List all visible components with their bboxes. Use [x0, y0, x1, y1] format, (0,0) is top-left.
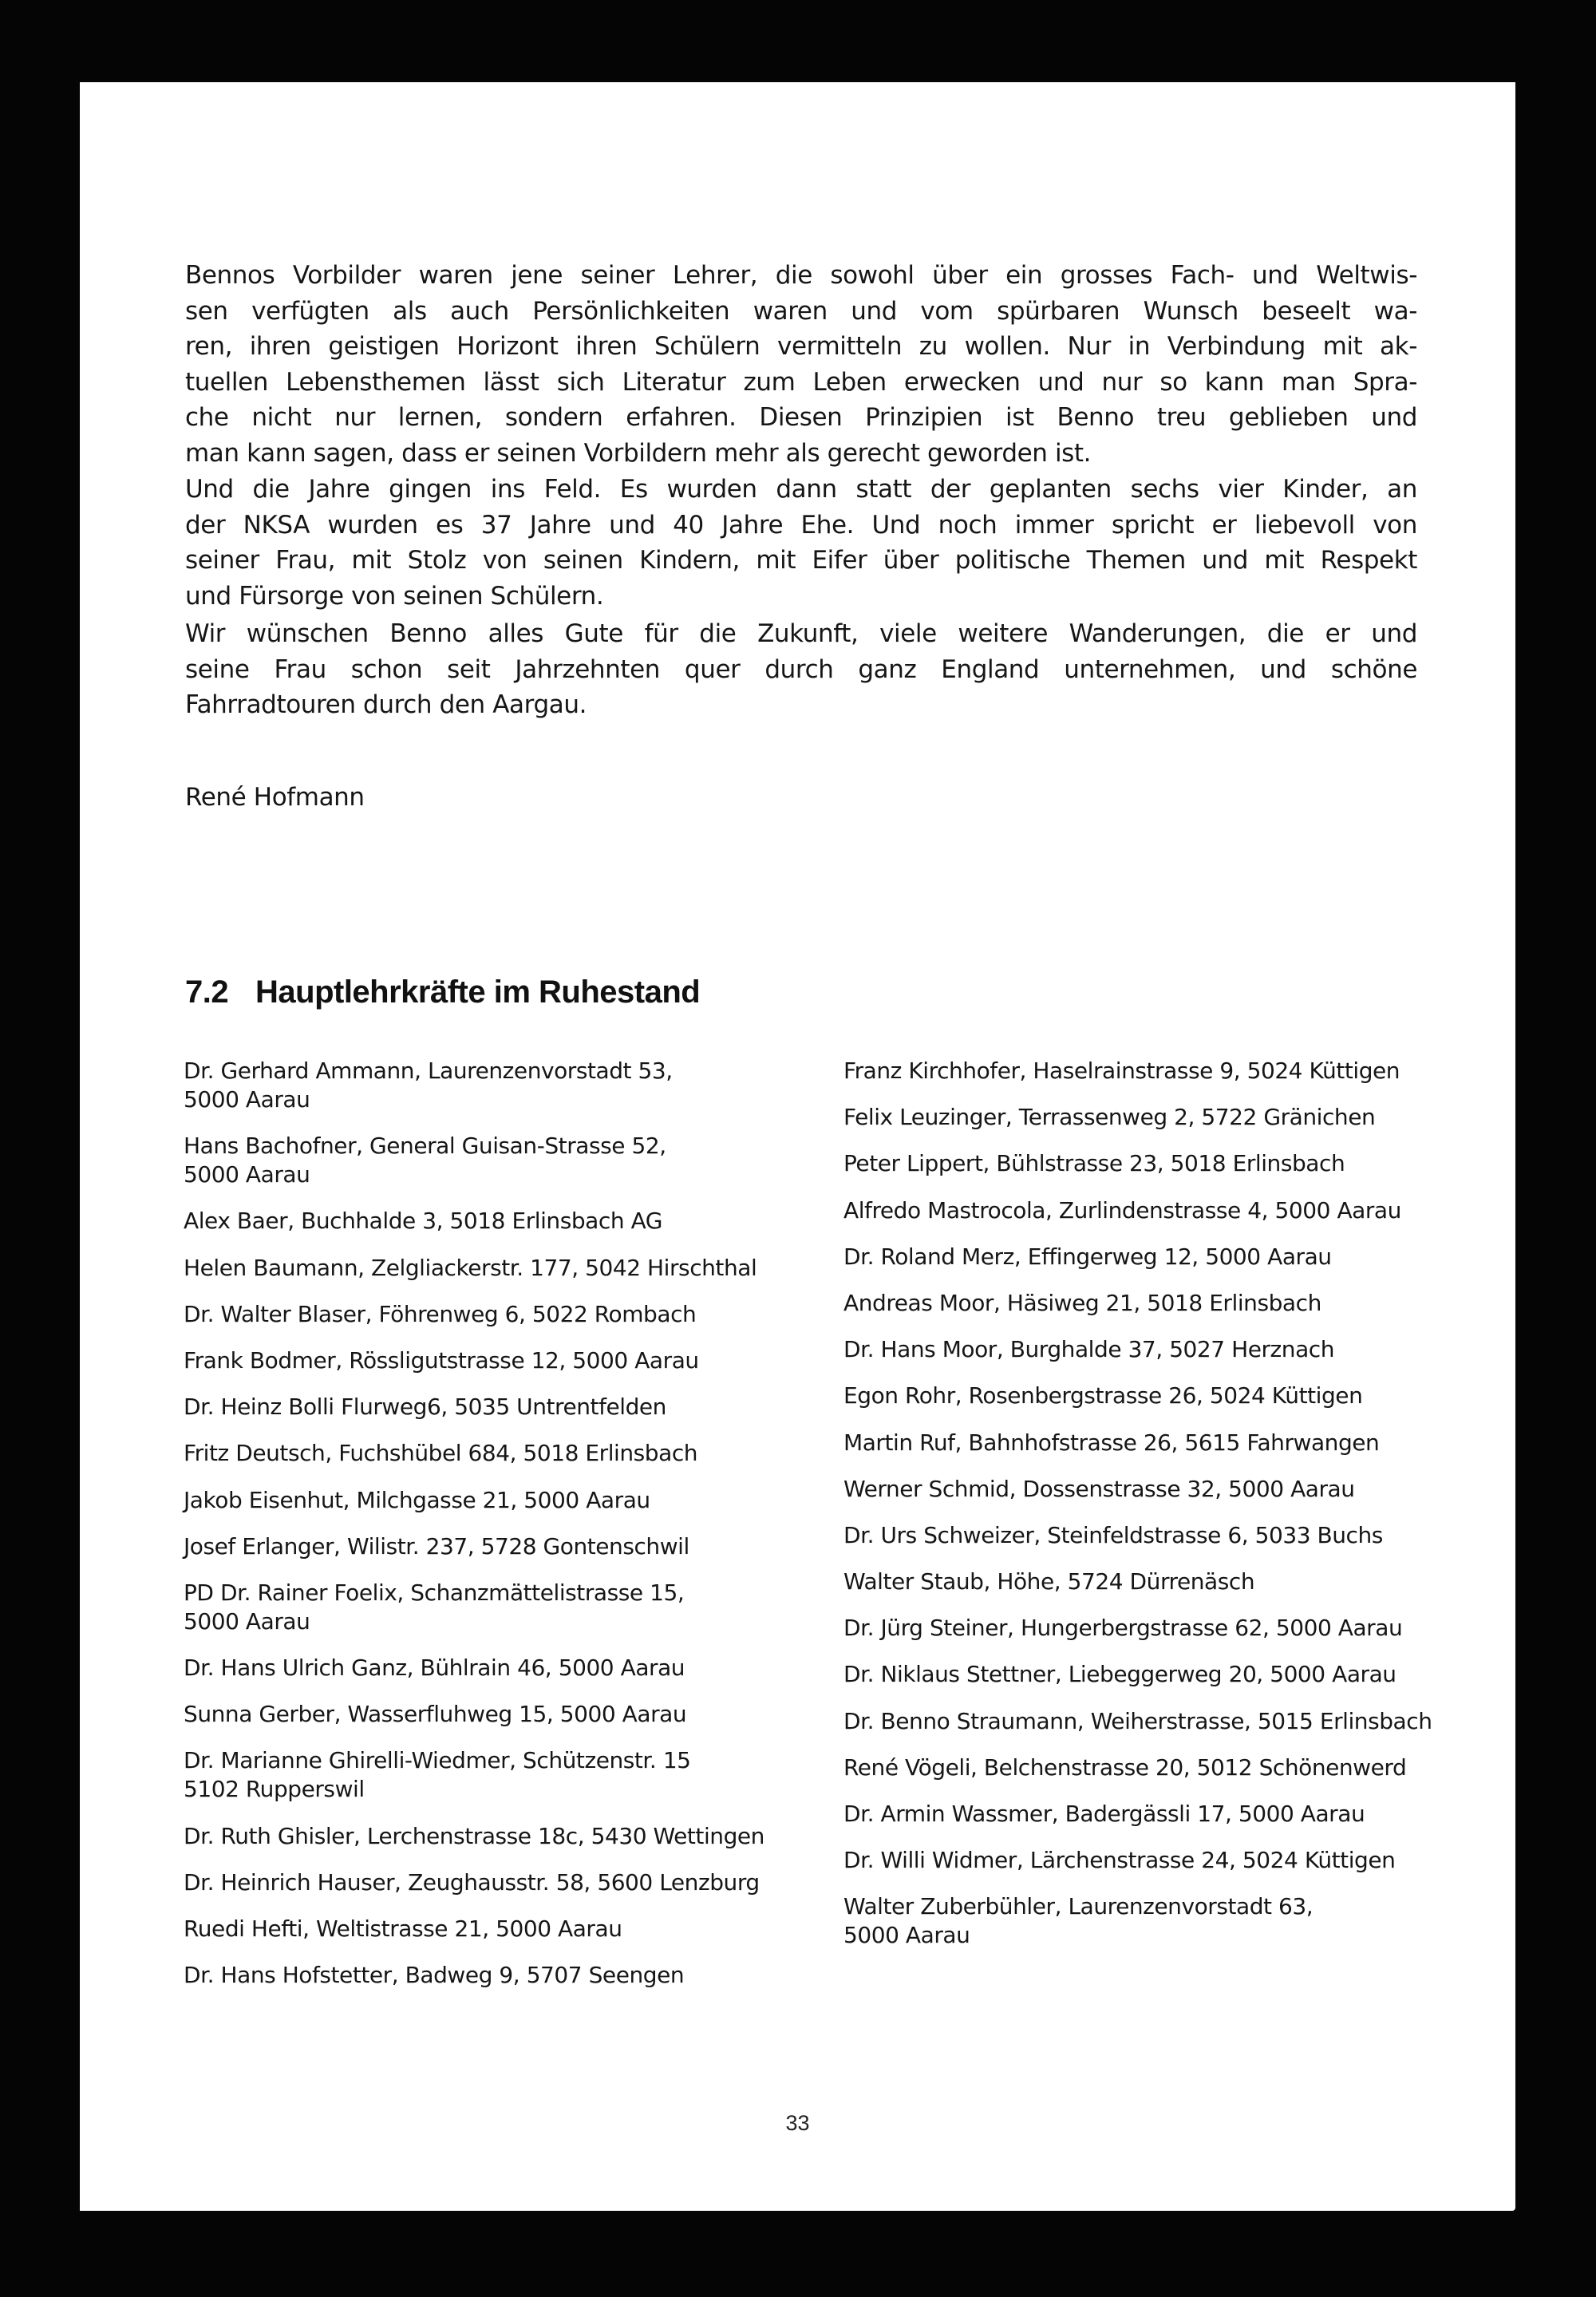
paragraph-line: und Fürsorge von seinen Schülern.	[185, 581, 604, 611]
teacher-address-entry	[184, 1579, 838, 1636]
teacher-address-line: Dr. Armin Wassmer, Badergässli 17, 5000 Aarau	[843, 1801, 1365, 1827]
teacher-address-line: René Vögeli, Belchenstrasse 20, 5012 Schönenwerd	[843, 1753, 1407, 1781]
teacher-address-line: Dr. Roland Merz, Effingerweg 12, 5000 Aarau	[843, 1243, 1332, 1270]
teacher-address-entry	[184, 1207, 838, 1235]
teacher-address-line: 5000 Aarau	[184, 1607, 310, 1635]
teacher-address-entry	[843, 1429, 1506, 1457]
teacher-address-line: Dr. Jürg Steiner, Hungerbergstrasse 62, 5000 Aarau	[843, 1615, 1403, 1642]
teacher-address-line: Fritz Deutsch, Fuchshübel 684, 5018 Erlinsbach	[184, 1440, 698, 1467]
teacher-address-entry	[843, 1521, 1506, 1550]
teacher-address-line: Dr. Hans Ulrich Ganz, Bühlrain 46, 5000 Aarau	[184, 1655, 685, 1682]
teacher-address-entry	[184, 1532, 838, 1561]
teacher-address-line: Dr. Heinrich Hauser, Zeughausstr. 58, 5600 Lenzburg	[184, 1868, 760, 1896]
paragraph-years	[185, 472, 1417, 614]
teacher-address-line: 5000 Aarau	[843, 1922, 970, 1949]
teacher-address-line: Jakob Eisenhut, Milchgasse 21, 5000 Aarau	[184, 1486, 650, 1513]
paragraph-line: sen verfügten als auch Persönlichkeiten waren und vom spürbaren Wunsch beseelt wa-	[185, 296, 1417, 326]
teacher-address-entry	[843, 1382, 1506, 1410]
retired-teachers-list-left	[184, 1057, 838, 2007]
paragraph-line: Bennos Vorbilder waren jene seiner Lehrer, die sowohl über ein grosses Fach- und Weltwis-	[185, 261, 1417, 290]
teacher-address-entry	[184, 1132, 838, 1189]
teacher-address-line: Dr. Marianne Ghirelli-Wiedmer, Schützenstr. 15	[184, 1747, 691, 1774]
teacher-address-entry	[843, 1800, 1506, 1829]
teacher-address-line: Dr. Urs Schweizer, Steinfeldstrasse 6, 5033 Buchs	[843, 1521, 1383, 1548]
teacher-address-entry	[843, 1707, 1506, 1736]
teacher-address-entry	[843, 1753, 1506, 1782]
teacher-address-line: 5102 Rupperswil	[184, 1776, 365, 1803]
teacher-address-entry	[184, 1346, 838, 1375]
teacher-address-entry	[184, 1393, 838, 1421]
teacher-address-entry	[843, 1846, 1506, 1875]
paragraph-line: ren, ihren geistigen Horizont ihren Schülern vermitteln zu wollen. Nur in Verbindung mit ak-	[185, 332, 1417, 362]
paragraph-wishes	[185, 616, 1417, 723]
paragraph-line: Wir wünschen Benno alles Gute für die Zukunft, viele weitere Wanderungen, die er und	[185, 619, 1417, 648]
teacher-address-line: Dr. Willi Widmer, Lärchenstrasse 24, 5024 Küttigen	[843, 1847, 1396, 1874]
teacher-address-line: Hans Bachofner, General Guisan-Strasse 52,	[184, 1133, 666, 1160]
teacher-address-entry	[843, 1243, 1506, 1271]
teacher-address-entry	[843, 1196, 1506, 1225]
teacher-address-line: Dr. Walter Blaser, Föhrenweg 6, 5022 Rombach	[184, 1300, 697, 1327]
teacher-address-entry	[843, 1057, 1506, 1085]
document-page	[80, 82, 1515, 2211]
paragraph-role-models	[185, 258, 1417, 472]
teacher-address-entry	[184, 1486, 838, 1515]
teacher-address-line: Dr. Gerhard Ammann, Laurenzenvorstadt 53,	[184, 1058, 673, 1084]
retired-teachers-list-right	[843, 1057, 1506, 1968]
teacher-address-line: Egon Rohr, Rosenbergstrasse 26, 5024 Küttigen	[843, 1382, 1363, 1409]
author-signature: René Hofmann	[185, 783, 365, 812]
teacher-address-line: Walter Staub, Höhe, 5724 Dürrenäsch	[843, 1568, 1255, 1595]
paragraph-line: der NKSA wurden es 37 Jahre und 40 Jahre Ehe. Und noch immer spricht er liebevoll von	[185, 510, 1417, 540]
teacher-address-line: Dr. Benno Straumann, Weiherstrasse, 5015 Erlinsbach	[843, 1707, 1432, 1734]
teacher-address-line: Frank Bodmer, Rössligutstrasse 12, 5000 Aarau	[184, 1346, 699, 1374]
teacher-address-entry	[843, 1568, 1506, 1596]
teacher-address-line: Franz Kirchhofer, Haselrainstrasse 9, 5024 Küttigen	[843, 1058, 1400, 1084]
teacher-address-entry	[184, 1654, 838, 1682]
teacher-address-line: Alfredo Mastrocola, Zurlindenstrasse 4, 5000 Aarau	[843, 1196, 1401, 1224]
teacher-address-line: 5000 Aarau	[184, 1086, 310, 1113]
teacher-address-line: Dr. Hans Hofstetter, Badweg 9, 5707 Seengen	[184, 1962, 685, 1989]
teacher-address-entry	[843, 1475, 1506, 1504]
teacher-address-line: Ruedi Hefti, Weltistrasse 21, 5000 Aarau	[184, 1915, 622, 1942]
teacher-address-line: Andreas Moor, Häsiweg 21, 5018 Erlinsbach	[843, 1289, 1321, 1316]
teacher-address-entry	[843, 1289, 1506, 1318]
teacher-address-line: Dr. Niklaus Stettner, Liebeggerweg 20, 5000 Aarau	[843, 1661, 1396, 1688]
paragraph-line: man kann sagen, dass er seinen Vorbildern mehr als gerecht geworden ist.	[185, 438, 1092, 468]
teacher-address-entry	[843, 1614, 1506, 1643]
teacher-address-entry	[184, 1915, 838, 1943]
teacher-address-entry	[184, 1439, 838, 1468]
teacher-address-entry	[184, 1057, 838, 1114]
teacher-address-line: PD Dr. Rainer Foelix, Schanzmättelistrasse 15,	[184, 1579, 685, 1606]
paragraph-line: Fahrradtouren durch den Aargau.	[185, 690, 587, 720]
teacher-address-line: Walter Zuberbühler, Laurenzenvorstadt 63,	[843, 1893, 1314, 1920]
page-number: 33	[785, 2111, 810, 2135]
teacher-address-entry	[184, 1822, 838, 1851]
teacher-address-entry	[843, 1660, 1506, 1689]
teacher-address-line: Josef Erlanger, Wilistr. 237, 5728 Gontenschwil	[184, 1532, 689, 1560]
teacher-address-entry	[843, 1103, 1506, 1132]
paragraph-line: che nicht nur lernen, sondern erfahren. Diesen Prinzipien ist Benno treu geblieben und	[185, 403, 1417, 433]
teacher-address-entry	[843, 1149, 1506, 1178]
paragraph-line: tuellen Lebensthemen lässt sich Literatur zum Leben erwecken und nur so kann man Spra-	[185, 367, 1417, 397]
paragraph-line: seiner Frau, mit Stolz von seinen Kindern, mit Eifer über politische Themen und mit Respekt	[185, 546, 1417, 575]
teacher-address-line: Dr. Hans Moor, Burghalde 37, 5027 Herznach	[843, 1336, 1335, 1363]
teacher-address-line: Felix Leuzinger, Terrassenweg 2, 5722 Gränichen	[843, 1104, 1376, 1131]
section-title: Hauptlehrkräfte im Ruhestand	[255, 975, 701, 1010]
teacher-address-entry	[184, 1961, 838, 1990]
teacher-address-line: Martin Ruf, Bahnhofstrasse 26, 5615 Fahrwangen	[843, 1429, 1380, 1456]
teacher-address-entry	[843, 1335, 1506, 1364]
paragraph-line: Und die Jahre gingen ins Feld. Es wurden dann statt der geplanten sechs vier Kinder, an	[185, 475, 1417, 504]
teacher-address-line: 5000 Aarau	[184, 1161, 310, 1188]
teacher-address-entry	[184, 1254, 838, 1283]
teacher-address-entry	[184, 1868, 838, 1897]
teacher-address-line: Sunna Gerber, Wasserfluhweg 15, 5000 Aarau	[184, 1701, 687, 1728]
paragraph-line: seine Frau schon seit Jahrzehnten quer durch ganz England unternehmen, und schöne	[185, 654, 1417, 684]
teacher-address-line: Werner Schmid, Dossenstrasse 32, 5000 Aarau	[843, 1475, 1355, 1502]
teacher-address-line: Helen Baumann, Zelgliackerstr. 177, 5042 Hirschthal	[184, 1254, 757, 1281]
teacher-address-line: Dr. Ruth Ghisler, Lerchenstrasse 18c, 5430 Wettingen	[184, 1822, 764, 1849]
section-number: 7.2	[185, 975, 229, 1010]
section-heading	[185, 972, 700, 1012]
teacher-address-entry	[184, 1746, 838, 1804]
teacher-address-entry	[184, 1700, 838, 1729]
teacher-address-line: Alex Baer, Buchhalde 3, 5018 Erlinsbach AG	[184, 1208, 663, 1235]
teacher-address-line: Dr. Heinz Bolli Flurweg6, 5035 Untrentfelden	[184, 1394, 666, 1421]
teacher-address-entry	[184, 1300, 838, 1329]
teacher-address-entry	[843, 1892, 1506, 1950]
teacher-address-line: Peter Lippert, Bühlstrasse 23, 5018 Erlinsbach	[843, 1150, 1345, 1177]
